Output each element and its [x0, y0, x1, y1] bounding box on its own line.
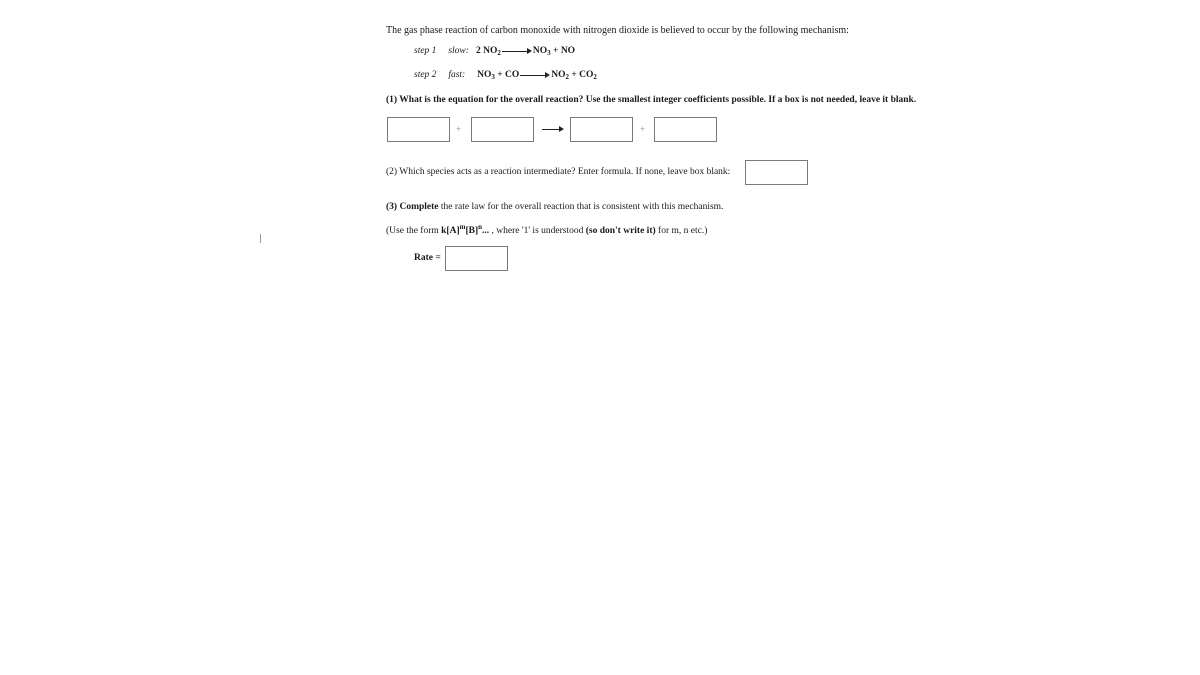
reaction-arrow-icon [542, 126, 564, 132]
rate-law-hint: (Use the form $k[A]^m[B]^n$... , where '1' is understood (so don't write it) for m, n etc.) [386, 223, 708, 236]
reactant-1-input[interactable] [387, 117, 450, 142]
step-1-speed: slow: [448, 46, 469, 56]
rate-law-input[interactable] [445, 246, 508, 271]
reaction-arrow-icon [520, 71, 550, 79]
step-1-equation: 2 $NO_2$ [476, 46, 501, 57]
question-2: (2) Which species acts as a reaction intermediate? Enter formula. If none, leave box blank: [386, 167, 731, 177]
product-1-input[interactable] [570, 117, 633, 142]
product-2-input[interactable] [654, 117, 717, 142]
step-2-label: step 2 [414, 70, 437, 80]
problem-intro: The gas phase reaction of carbon monoxide with nitrogen dioxide is believed to occur by the following mechanism: [386, 25, 849, 36]
mechanism-step-2: step 2 fast: $NO_3$ + CO $NO_2 + CO_2$ [414, 70, 597, 81]
question-1: (1) What is the equation for the overall reaction? Use the smallest integer coefficients possible. If a box is not needed, leave it blank. [386, 95, 917, 105]
plus-sign: + [640, 124, 646, 134]
divider [260, 234, 261, 243]
mechanism-step-1: step 1 slow: 2 $NO_2$ $NO_3$ + NO [414, 46, 576, 57]
intermediate-input[interactable] [745, 160, 808, 185]
rate-label: Rate = [414, 253, 441, 263]
step-2-equation: $NO_3$ + CO [477, 70, 520, 81]
step-2-speed: fast: [448, 70, 466, 80]
reaction-arrow-icon [502, 47, 532, 55]
plus-sign: + [456, 124, 462, 134]
reactant-2-input[interactable] [471, 117, 534, 142]
question-3: (3) Complete the rate law for the overall reaction that is consistent with this mechanism. [386, 202, 724, 212]
step-1-label: step 1 [414, 46, 437, 56]
